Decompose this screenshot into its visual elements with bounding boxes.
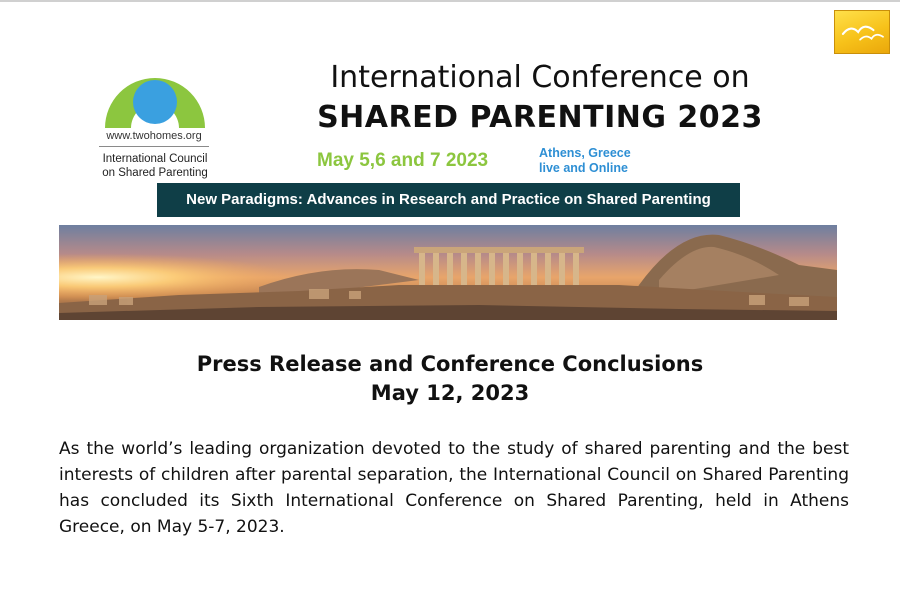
conference-dates: May 5,6 and 7 2023 — [317, 150, 489, 171]
organization-divider — [99, 146, 209, 147]
acropolis-illustration — [59, 225, 837, 320]
conference-location — [539, 146, 631, 176]
conference-location-line2: live and Online — [539, 161, 628, 175]
organization-url[interactable]: www.twohomes.org — [106, 130, 202, 142]
conference-title-line1: International Conference on — [330, 60, 750, 95]
organization-logo[interactable] — [95, 68, 225, 179]
organization-name-line2: on Shared Parenting — [102, 167, 208, 179]
conference-location-line1: Athens, Greece — [539, 146, 631, 160]
conference-title-line2: SHARED PARENTING 2023 — [317, 100, 763, 135]
press-release-title: Press Release and Conference Conclusions — [196, 352, 704, 376]
conference-theme-banner: New Paradigms: Advances in Research and Practice on Shared Parenting — [157, 183, 740, 217]
two-homes-emblem-icon — [103, 68, 207, 130]
organization-name — [85, 152, 225, 180]
hero-image-acropolis — [59, 225, 837, 320]
birds-logo-icon — [835, 11, 889, 53]
press-release-date: May 12, 2023 — [370, 381, 530, 405]
organization-name-line1: International Council — [102, 153, 208, 165]
press-release-body: As the world’s leading organization devoted to the study of shared parenting and the best interests of children after parental separation, the International Council on Shared Parenting has concluded its Sixth International Conference on Shared Parenting, held in Athens Greece, on May 5-7, 2023. — [59, 439, 849, 537]
top-divider — [0, 0, 900, 2]
corner-logo[interactable] — [834, 10, 890, 54]
